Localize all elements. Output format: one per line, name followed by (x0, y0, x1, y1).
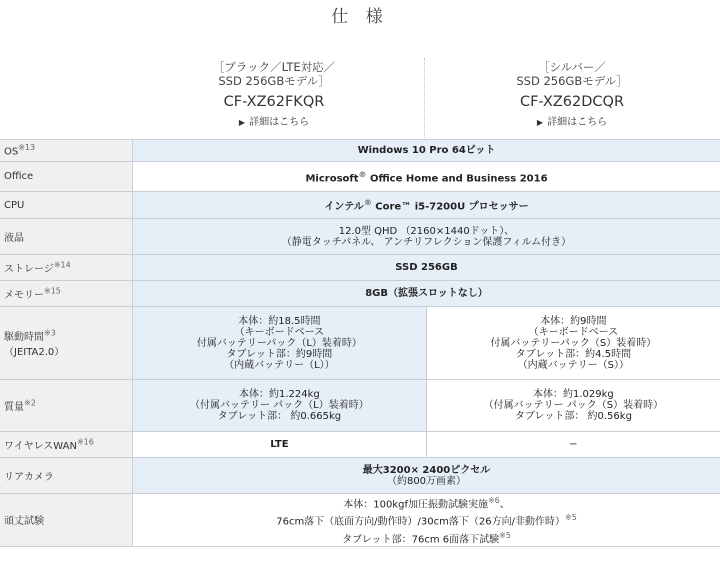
row-value-weight-2: 本体：約1.029kg （付属バッテリー パック（S）装着時） タブレット部： 約0.56kg (426, 380, 720, 432)
table-row (0, 140, 720, 162)
table-row (0, 307, 720, 380)
details-link[interactable] (452, 113, 692, 128)
row-label-display: 液晶 (0, 219, 133, 255)
column-divider (424, 58, 425, 140)
table-row (0, 458, 720, 494)
model-column-2 (452, 60, 692, 128)
row-label-os: OS$^{※13}$ (0, 140, 133, 162)
page-title: 仕 様 (331, 7, 389, 27)
row-value-weight-1: 本体：約1.224kg （付属バッテリー パック（L）装着時） タブレット部： 約0.665kg (133, 380, 427, 432)
row-label-camera: リアカメラ (0, 458, 133, 494)
triangle-right-icon: ▶ (238, 118, 246, 127)
model-column-1 (154, 60, 394, 128)
row-value-cpu: インテル® Core™ i5-7200U プロセッサー (133, 192, 720, 219)
row-value-battery-1: 本体：約18.5時間 （キーボードベース 付属バッテリーパック（L）装着時） タブレット部：約9時間 （内蔵バッテリー（L）） (133, 307, 427, 380)
model-header (0, 60, 720, 136)
row-value-display: 12.0型 QHD （2160×1440ドット）、 （静電タッチパネル、 アンチリフレクション保護フィルム付き） (133, 219, 720, 255)
row-value-office: Microsoft® Office Home and Business 2016 (133, 162, 720, 192)
row-label-storage: ストレージ$^{※14}$ (0, 255, 133, 281)
table-row (0, 162, 720, 192)
row-value-drop: 本体：100kgf加圧振動試験実施$^{※6}$、 76cm落下（底面方向/動作時）/30cm落下（26方向/非動作時）$^{※5}$ タブレット部：76cm 6面落下試験$^{※5}$ (133, 494, 720, 547)
row-value-memory: 8GB（拡張スロットなし） (133, 281, 720, 307)
model-code: CF-XZ62FKQR (223, 94, 325, 110)
row-value-os: Windows 10 Pro 64ビット (133, 140, 720, 162)
row-label-battery: 駆動時間$^{※3}$ （JEITA2.0） (0, 307, 133, 380)
row-label-office: Office (0, 162, 133, 192)
table-row (0, 192, 720, 219)
row-value-storage: SSD 256GB (133, 255, 720, 281)
row-value-wan-1: LTE (133, 432, 427, 458)
table-row (0, 494, 720, 547)
row-value-battery-2: 本体：約9時間 （キーボードベース 付属バッテリーパック（S）装着時） タブレット部：約4.5時間 （内蔵バッテリー（S）） (426, 307, 720, 380)
table-row (0, 432, 720, 458)
details-link-label: 詳細はこちら (547, 117, 608, 128)
spec-table (0, 139, 720, 547)
row-label-memory: メモリー$^{※15}$ (0, 281, 133, 307)
row-label-cpu: CPU (0, 192, 133, 219)
details-link[interactable] (154, 113, 394, 128)
row-label-weight: 質量$^{※2}$ (0, 380, 133, 432)
row-label-drop: 頑丈試験 (0, 494, 133, 547)
table-row (0, 219, 720, 255)
triangle-right-icon: ▶ (536, 118, 544, 127)
row-label-wan: ワイヤレスWAN$^{※16}$ (0, 432, 133, 458)
model-variant: ［ブラック／LTE対応／ SSD 256GBモデル］ (212, 60, 336, 88)
model-variant: ［シルバー／ SSD 256GBモデル］ (516, 60, 628, 88)
table-row (0, 255, 720, 281)
table-row (0, 380, 720, 432)
row-value-camera: 最大3200× 2400ピクセル （約800万画素） (133, 458, 720, 494)
model-code: CF-XZ62DCQR (519, 94, 625, 110)
row-value-wan-2: − (426, 432, 720, 458)
details-link-label: 詳細はこちら (249, 117, 310, 128)
table-row (0, 281, 720, 307)
